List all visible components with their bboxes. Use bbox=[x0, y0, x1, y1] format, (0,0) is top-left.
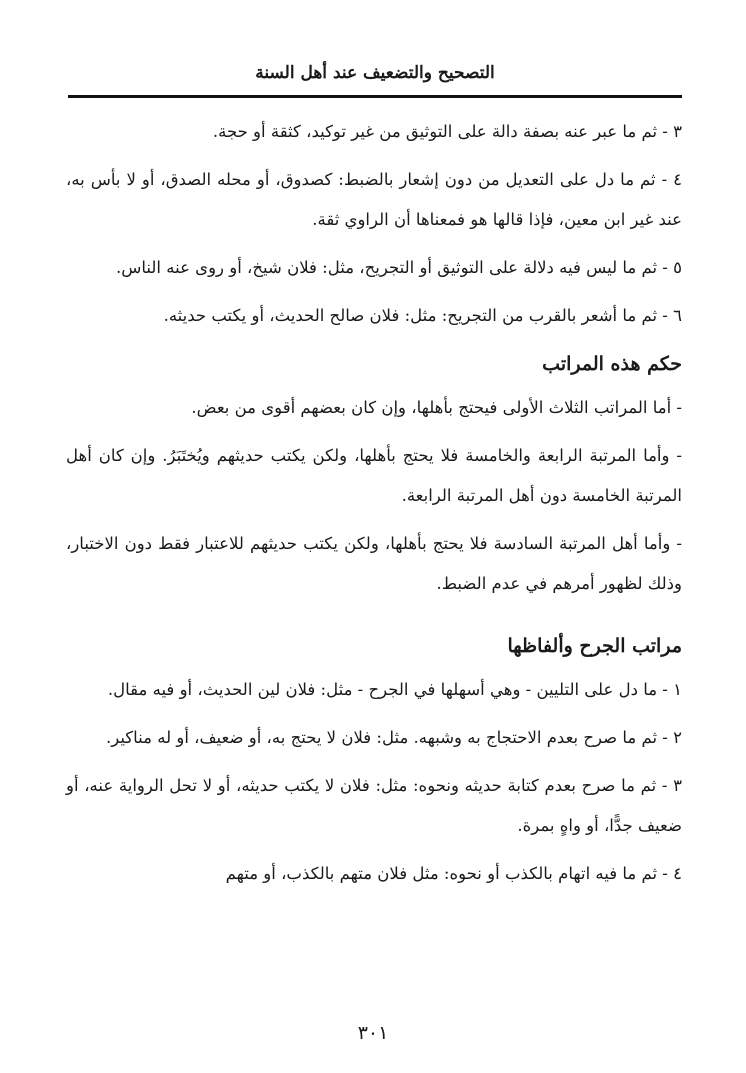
paragraph: ٥ - ثم ما ليس فيه دلالة على التوثيق أو التجريح، مثل: فلان شيخ، أو روى عنه الناس. bbox=[116, 258, 682, 277]
paragraph: ٤ - ثم ما فيه اتهام بالكذب أو نحوه: مثل فلان متهم بالكذب، أو متهم bbox=[225, 864, 682, 883]
header-rule bbox=[68, 95, 682, 98]
paragraph: ٢ - ثم ما صرح بعدم الاحتجاج به وشبهه. مثل: فلان لا يحتج به، أو ضعيف، أو له مناكير. bbox=[105, 728, 682, 747]
paragraph: ٤ - ثم ما دل على التعديل من دون إشعار بالضبط: كصدوق، أو محله الصدق، أو لا بأس به، عند غير ابن معين، فإذا قالها هو فمعناها أن الراوي ثقة. bbox=[66, 170, 682, 229]
running-header: التصحيح والتضعيف عند أهل السنة bbox=[255, 63, 495, 83]
paragraph: ٣ - ثم ما عبر عنه بصفة دالة على التوثيق من غير توكيد، كثقة أو حجة. bbox=[212, 122, 682, 141]
paragraph: - أما المراتب الثلاث الأولى فيحتج بأهلها، وإن كان بعضهم أقوى من بعض. bbox=[191, 398, 682, 417]
paragraph: ٣ - ثم ما صرح بعدم كتابة حديثه ونحوه: مثل: فلان لا يكتب حديثه، أو لا تحل الرواية عنه، أو ضعيف جدًّا، أو واهٍ بمرة. bbox=[66, 776, 682, 835]
paragraph: ١ - ما دل على التليين - وهي أسهلها في الجرح - مثل: فلان لين الحديث، أو فيه مقال. bbox=[107, 680, 682, 699]
paragraph: - وأما المرتبة الرابعة والخامسة فلا يحتج بأهلها، ولكن يكتب حديثهم ويُختَبَرُ. وإن كان أهل المرتبة الخامسة دون أهل المرتبة الرابعة. bbox=[66, 446, 682, 505]
page-body bbox=[66, 112, 682, 902]
page-number: ٣٠١ bbox=[357, 1022, 389, 1044]
paragraph: - وأما أهل المرتبة السادسة فلا يحتج بأهلها، ولكن يكتب حديثهم للاعتبار فقط دون الاختبار، وذلك لظهور أمرهم في عدم الضبط. bbox=[66, 534, 682, 593]
paragraph: ٦ - ثم ما أشعر بالقرب من التجريح: مثل: فلان صالح الحديث، أو يكتب حديثه. bbox=[163, 306, 682, 325]
section-heading: حكم هذه المراتب bbox=[542, 353, 682, 375]
section-heading: مراتب الجرح وألفاظها bbox=[507, 635, 682, 657]
